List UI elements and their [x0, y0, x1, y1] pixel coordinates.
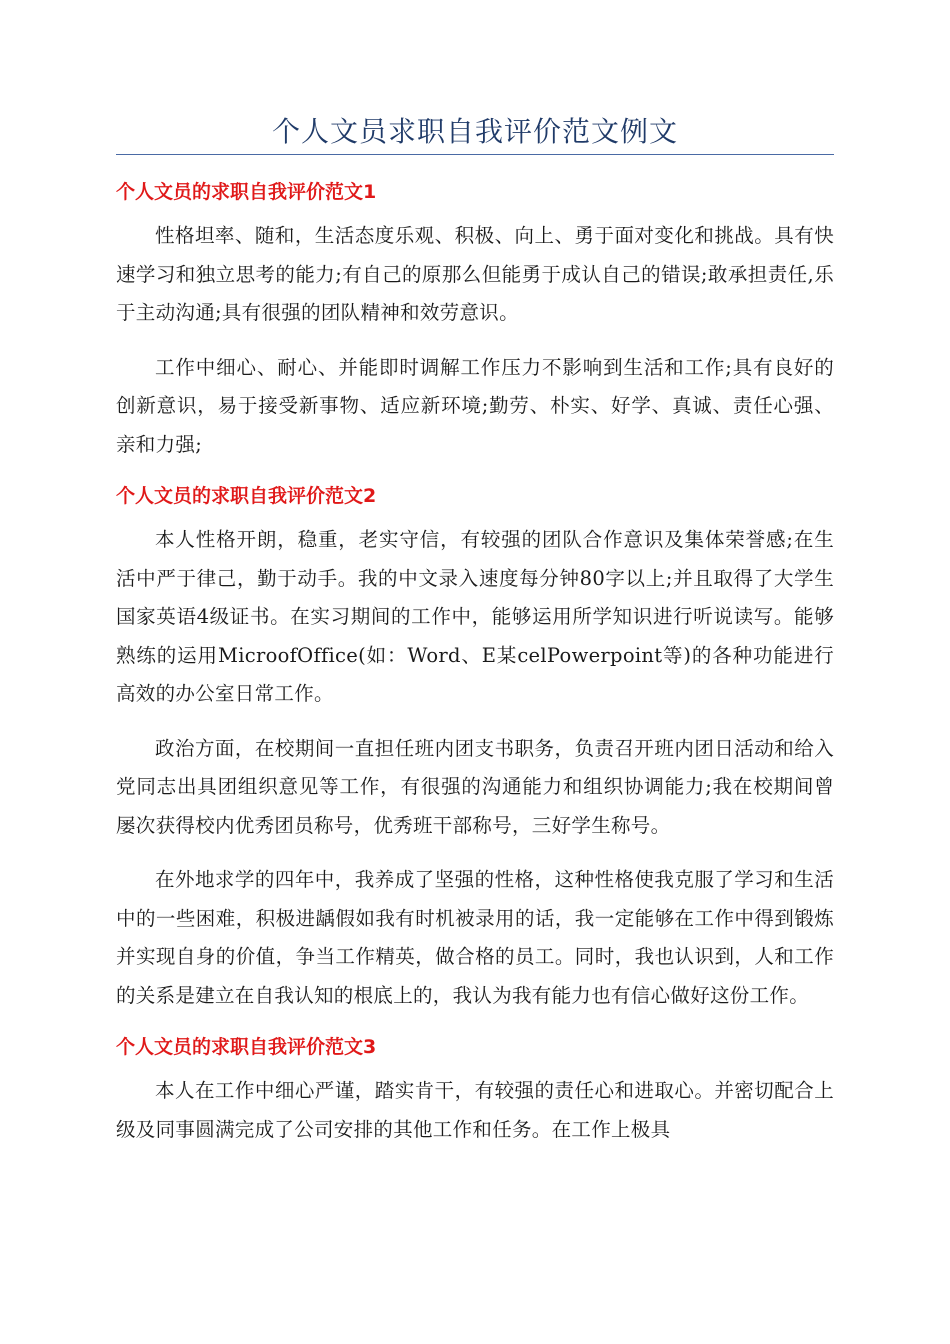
section-2: [116, 483, 834, 1015]
document-title: 个人文员求职自我评价范文例文: [271, 115, 678, 148]
section-heading: 个人文员的求职自我评价范文1: [116, 181, 377, 203]
paragraph: 本人性格开朗，稳重，老实守信，有较强的团队合作意识及集体荣誉感;在生活中严于律己，勤于动手。我的中文录入速度每分钟80字以上;并且取得了大学生国家英语4级证书。在实习期间的工作中，能够运用所学知识进行听说读写。能够熟练的运用MicroofOffice(如：Word、E某celPowerpoint等)的各种功能进行高效的办公室日常工作。: [116, 528, 834, 705]
section-1: [116, 179, 834, 464]
section-heading: 个人文员的求职自我评价范文2: [116, 485, 377, 507]
paragraph: 在外地求学的四年中，我养成了坚强的性格，这种性格使我克服了学习和生活中的一些困难，积极进龋假如我有时机被录用的话，我一定能够在工作中得到锻炼并实现自身的价值，争当工作精英，做合格的员工。同时，我也认识到，人和工作的关系是建立在自我认知的根底上的，我认为我有能力也有信心做好这份工作。: [116, 868, 834, 1007]
section-3: [116, 1034, 834, 1149]
paragraph: 本人在工作中细心严谨，踏实肯干，有较强的责任心和进取心。并密切配合上级及同事圆满完成了公司安排的其他工作和任务。在工作上极具: [116, 1079, 834, 1141]
section-heading: 个人文员的求职自我评价范文3: [116, 1036, 377, 1058]
paragraph: 工作中细心、耐心、并能即时调解工作压力不影响到生活和工作;具有良好的创新意识，易于接受新事物、适应新环境;勤劳、朴实、好学、真诚、责任心强、亲和力强;: [116, 355, 834, 456]
paragraph: 政治方面，在校期间一直担任班内团支书职务，负责召开班内团日活动和给入党同志出具团组织意见等工作，有很强的沟通能力和组织协调能力;我在校期间曾屡次获得校内优秀团员称号，优秀班干部称号，三好学生称号。: [116, 736, 834, 837]
paragraph: 性格坦率、随和，生活态度乐观、积极、向上、勇于面对变化和挑战。具有快速学习和独立思考的能力;有自己的原那么但能勇于成认自己的错误;敢承担责任,乐于主动沟通;具有很强的团队精神和效劳意识。: [116, 224, 834, 324]
document-page: [116, 0, 834, 1149]
